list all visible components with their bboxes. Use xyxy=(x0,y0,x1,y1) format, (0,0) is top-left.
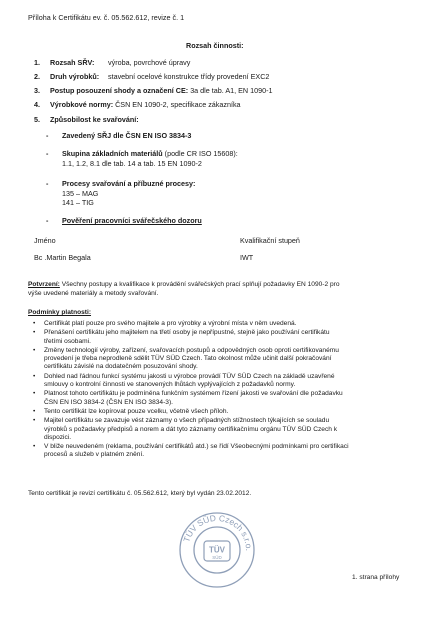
process-tig: 141 – TIG xyxy=(62,198,94,207)
condition-line: provedení je třeba neprodleně sdělit TÜV SÜD Czech. Tato okolnost může učinit další pokračování xyxy=(44,355,332,363)
condition-line: třetími osobami. xyxy=(44,337,91,345)
bullet: • xyxy=(33,320,36,327)
condition-item xyxy=(28,320,423,328)
item-number: 3. xyxy=(34,86,40,95)
condition-item xyxy=(28,347,423,372)
condition-line: Dohled nad řádnou funkcí systému jakosti u výrobce provádí TÜV SÜD Czech na základě uzavřené xyxy=(44,372,335,380)
condition-item xyxy=(28,443,423,460)
conditions-title: Podmínky platnosti: xyxy=(28,309,92,316)
item-number: 5. xyxy=(34,115,40,124)
tuv-sud-stamp xyxy=(178,511,256,589)
tuv-logo-icon xyxy=(204,541,230,561)
stamp-logo-subtext: SÜD xyxy=(212,555,222,560)
item-3 xyxy=(34,86,273,95)
item-number: 1. xyxy=(34,58,40,67)
personnel-name-header: Jméno xyxy=(34,236,56,245)
bullet: • xyxy=(33,372,36,380)
material-groups xyxy=(62,149,238,158)
confirmation-label: Potvrzení: xyxy=(28,281,60,288)
bullet: • xyxy=(33,329,36,337)
condition-line: procesů a služeb v platném znění. xyxy=(44,451,145,459)
groups-bullet: - xyxy=(46,149,49,158)
item-1 xyxy=(34,58,94,67)
condition-line: V bliže neuvedeném (reklama, používání certifikátů atd.) se řídí Všeobecnými podmínkami pro certifikaci xyxy=(44,443,349,451)
item-label: Rozsah SŘV: xyxy=(50,58,95,67)
stamp-ring-textpath: TÜV SÜD Czech s.r.o. xyxy=(181,512,255,552)
item-value: 3a dle tab. A1, EN 1090-1 xyxy=(190,86,273,95)
condition-line: výrobků s požadavky předpisů a norem a dát tyto záznamy certifikačnímu orgánu TÜV SÜD Czech k xyxy=(44,425,338,433)
item-value: ČSN EN 1090-2, specifikace zákazníka xyxy=(115,100,241,109)
page-label: 1. strana přílohy xyxy=(352,574,400,581)
personnel-name: Bc .Martin Begala xyxy=(34,253,91,262)
conditions-list xyxy=(28,320,423,460)
condition-item xyxy=(28,329,423,346)
processes-label: Procesy svařování a příbuzné procesy: xyxy=(62,179,196,188)
coordination-bullet: - xyxy=(46,216,49,225)
personnel-qual-header: Kvalifikační stupeň xyxy=(240,236,300,245)
confirmation xyxy=(28,281,340,289)
qms-bullet: - xyxy=(46,131,49,140)
item-number: 4. xyxy=(34,100,40,109)
item-label: Výrobkové normy: xyxy=(50,100,114,109)
condition-line: certifikátu závislé na dodatečném posuzování shody. xyxy=(44,363,198,371)
condition-line: Změny technologií výroby, zařízení, svařovacích postupů a odpovědných osob oproti certifikovanému xyxy=(44,346,339,354)
condition-line: Majitel certifikátu se zavazuje vést záznamy o všech případných stížnostech týkajících se souladu xyxy=(44,417,330,425)
revision-note: Tento certifikát je revizí certifikátu č. 05.562.612, který byl vydán 23.02.2012. xyxy=(28,490,252,497)
condition-item xyxy=(28,408,423,416)
item-2 xyxy=(34,72,99,81)
section-title: Rozsah činnosti: xyxy=(186,41,244,50)
bullet: • xyxy=(33,346,36,354)
confirmation-line-2: výše uvedené materiály a metody svařování. xyxy=(28,290,159,297)
bullet: • xyxy=(33,407,36,415)
item-2-value: stavební ocelové konstrukce třídy provedení EXC2 xyxy=(108,72,270,81)
material-groups-note: (podle CR ISO 15608): xyxy=(164,149,238,158)
item-4 xyxy=(34,100,241,109)
material-groups-label: Skupina základních materiálů xyxy=(62,149,163,158)
item-label: Postup posouzení shody a označení CE: xyxy=(50,86,189,95)
bullet: • xyxy=(33,390,36,398)
confirmation-line-1: Všechny postupy a kvalifikace k provádění svářečských prací splňují požadavky EN 1090-2 pro xyxy=(61,281,340,288)
condition-item xyxy=(28,373,423,390)
document-title: Příloha k Certifikátu ev. č. 05.562.612, revize č. 1 xyxy=(28,13,185,22)
condition-line: smlouvy o kontrolní činnosti ve stanovených lhůtách vyplývajících z požadavků normy. xyxy=(44,381,296,389)
process-bullet: - xyxy=(46,179,49,188)
stamp-logo-text: TÜV xyxy=(209,545,225,555)
condition-item xyxy=(28,390,423,407)
item-number: 2. xyxy=(34,72,40,81)
condition-line: ČSN EN ISO 3834-2 (ČSN EN ISO 3834-3). xyxy=(44,398,173,406)
process-mag: 135 – MAG xyxy=(62,189,99,198)
item-label: Druh výrobků: xyxy=(50,72,100,81)
qms-line: Zavedený SŘJ dle ČSN EN ISO 3834-3 xyxy=(62,131,192,140)
material-groups-values: 1.1, 1.2, 8.1 dle tab. 14 a tab. 15 EN 1090-2 xyxy=(62,159,202,168)
condition-line: Certifikát platí pouze pro svého majitele a pro výrobky a výrobní místa v něm uvedená. xyxy=(44,320,297,327)
condition-line: dispozici. xyxy=(44,433,72,441)
personnel-qual: IWT xyxy=(240,253,254,262)
condition-line: Platnost tohoto certifikátu je podmíněna funkčním systémem řízení jakosti ve svařování dle požadavku xyxy=(44,390,343,398)
coordination-label: Pověření pracovníci svářečského dozoru xyxy=(62,216,202,225)
bullet: • xyxy=(33,417,36,425)
bullet: • xyxy=(33,443,36,451)
item-5 xyxy=(34,115,139,124)
condition-line: Tento certifikát lze kopírovat pouze vcelku, včetně všech příloh. xyxy=(44,407,229,415)
condition-line: Přenášení certifikátu jeho majitelem na třetí osoby je nepřípustné, stejně jako používání certifikátu xyxy=(44,329,330,337)
item-label: Způsobilost ke svařování: xyxy=(50,115,139,124)
item-1-value: výroba, povrchové úpravy xyxy=(108,58,191,67)
condition-item xyxy=(28,417,423,442)
